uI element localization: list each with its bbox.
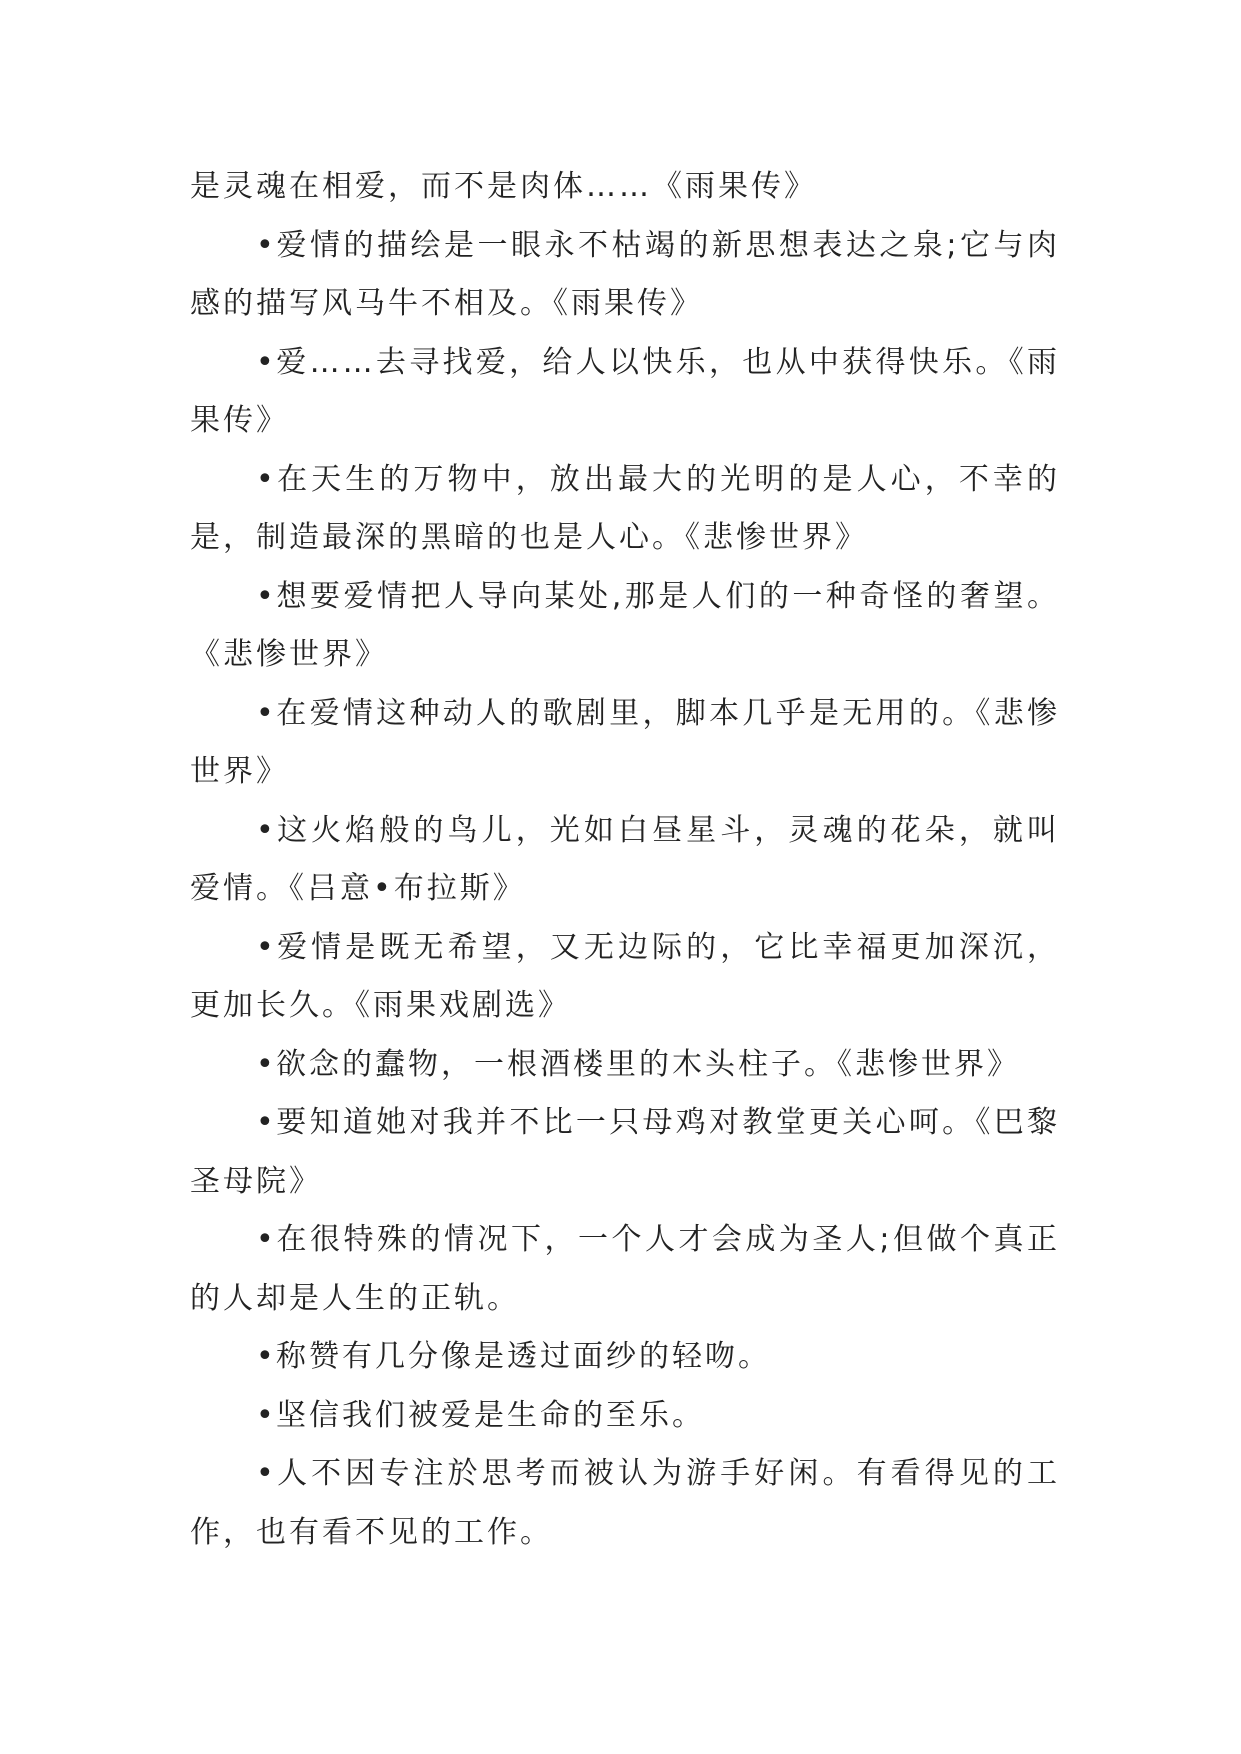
bullet-icon: •: [256, 1456, 277, 1491]
quote-text: 人不因专注於思考而被认为游手好闲。有看得见的工作，也有看不见的工作。: [190, 1456, 1060, 1550]
bullet-icon: •: [256, 578, 277, 614]
quote-text: 这火焰般的鸟儿，光如白昼星斗，灵魂的花朵，就叫爱情。《吕意•布拉斯》: [190, 812, 1060, 906]
quote-text: 爱情的描绘是一眼永不枯竭的新思想表达之泉;它与肉感的描写风马牛不相及。《雨果传》: [190, 227, 1060, 321]
bullet-icon: •: [256, 929, 277, 965]
quote-paragraph: [190, 1387, 1060, 1446]
bullet-icon: •: [256, 1105, 277, 1140]
bullet-icon: •: [256, 812, 277, 848]
quote-paragraph: [190, 568, 1060, 685]
quote-text: 在很特殊的情况下，一个人才会成为圣人;但做个真正的人却是人生的正轨。: [190, 1222, 1060, 1316]
quote-text: 要知道她对我并不比一只母鸡对教堂更关心呵。《巴黎圣母院》: [190, 1105, 1060, 1199]
bullet-icon: •: [256, 227, 277, 263]
bullet-icon: •: [256, 1339, 277, 1374]
quote-paragraph: [190, 1328, 1060, 1387]
bullet-icon: •: [256, 1397, 277, 1433]
bullet-icon: •: [256, 1222, 277, 1257]
quote-paragraph: [190, 217, 1060, 334]
quote-text: 想要爱情把人导向某处,那是人们的一种奇怪的奢望。《悲惨世界》: [190, 578, 1060, 672]
quote-text: 爱……去寻找爱，给人以快乐，也从中获得快乐。《雨果传》: [190, 344, 1060, 438]
quote-text: 称赞有几分像是透过面纱的轻吻。: [276, 1339, 771, 1374]
document-body: [190, 158, 1060, 1562]
bullet-icon: •: [256, 461, 277, 497]
quote-paragraph: [190, 334, 1060, 451]
quote-text: 在天生的万物中，放出最大的光明的是人心，不幸的是，制造最深的黑暗的也是人心。《悲惨世界》: [190, 461, 1060, 555]
quote-text: 坚信我们被爱是生命的至乐。: [276, 1397, 705, 1433]
bullet-icon: •: [256, 344, 277, 380]
quote-paragraph: [190, 802, 1060, 919]
quote-paragraph: [190, 1211, 1060, 1328]
quote-paragraph: [190, 1036, 1060, 1095]
bullet-icon: •: [256, 695, 277, 731]
quote-paragraph: [190, 451, 1060, 568]
quote-text: 是灵魂在相爱，而不是肉体……《雨果传》: [190, 169, 817, 204]
quote-paragraph: [190, 1445, 1060, 1562]
quote-text: 爱情是既无希望，又无边际的，它比幸福更加深沉，更加长久。《雨果戏剧选》: [190, 929, 1060, 1023]
quote-paragraph: [190, 919, 1060, 1036]
quote-text: 在爱情这种动人的歌剧里，脚本几乎是无用的。《悲惨世界》: [190, 695, 1060, 789]
quote-paragraph: [190, 685, 1060, 802]
quote-text: 欲念的蠢物，一根酒楼里的木头柱子。《悲惨世界》: [276, 1046, 1020, 1082]
quote-paragraph: [190, 1094, 1060, 1211]
bullet-icon: •: [256, 1046, 277, 1082]
quote-paragraph: [190, 158, 1060, 217]
